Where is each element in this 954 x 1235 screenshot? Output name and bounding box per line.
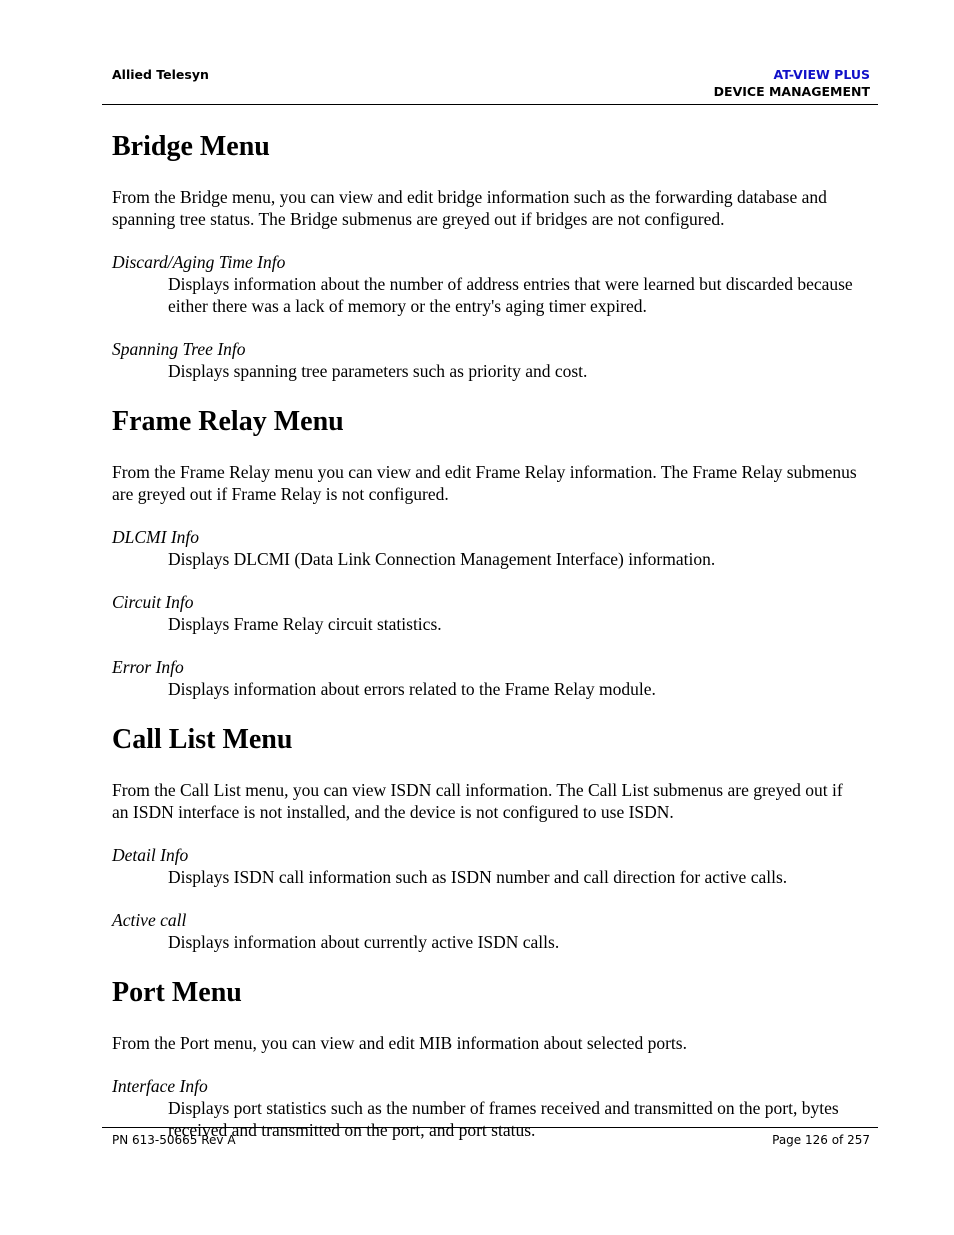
menu-item-title: Interface Info — [112, 1076, 208, 1096]
menu-item-entry — [112, 656, 862, 700]
menu-item-description: Displays spanning tree parameters such as priority and cost. — [168, 361, 588, 381]
menu-item-entry — [112, 909, 862, 953]
page-number: Page 126 of 257 — [772, 1133, 870, 1147]
menu-item-description: Displays ISDN call information such as ISDN number and call direction for active calls. — [168, 867, 788, 887]
menu-item-entry — [112, 251, 862, 317]
menu-item-description: Displays DLCMI (Data Link Connection Management Interface) information. — [168, 549, 716, 569]
menu-item-entry — [112, 591, 862, 635]
menu-item-title: Circuit Info — [112, 592, 194, 612]
menu-item-entry — [112, 338, 862, 382]
section-intro: From the Port menu, you can view and edit MIB information about selected ports. — [112, 1033, 687, 1053]
menu-item-title: Spanning Tree Info — [112, 339, 246, 359]
menu-item-title: Discard/Aging Time Info — [112, 252, 286, 272]
menu-item-description: Displays information about errors related to the Frame Relay module. — [168, 679, 656, 699]
menu-item-title: Detail Info — [112, 845, 189, 865]
page-footer — [102, 1127, 878, 1147]
section-heading: Port Menu — [112, 977, 242, 1008]
section-port-menu — [112, 974, 862, 1141]
company-name: Allied Telesyn — [112, 67, 209, 82]
product-name: AT-VIEW PLUS — [773, 67, 870, 82]
header-section-title: DEVICE MANAGEMENT — [713, 84, 870, 99]
section-call-list-menu — [112, 721, 862, 953]
menu-item-description: Displays information about currently active ISDN calls. — [168, 932, 560, 952]
menu-item-title: DLCMI Info — [112, 527, 200, 547]
menu-item-entry — [112, 844, 862, 888]
menu-item-entry — [112, 1075, 862, 1141]
menu-item-description: Displays Frame Relay circuit statistics. — [168, 614, 442, 634]
section-intro: From the Frame Relay menu you can view and edit Frame Relay information. The Frame Relay submenus are greyed out if Frame Relay is not configured. — [112, 462, 857, 504]
page-header — [102, 64, 878, 105]
section-heading: Bridge Menu — [112, 131, 270, 162]
menu-item-title: Active call — [112, 910, 187, 930]
document-body — [112, 128, 862, 1155]
part-number: PN 613-50665 Rev A — [112, 1133, 236, 1147]
menu-item-entry — [112, 526, 862, 570]
section-intro: From the Call List menu, you can view ISDN call information. The Call List submenus are greyed out if an ISDN interface is not installed, and the device is not configured to use ISDN. — [112, 780, 843, 822]
menu-item-description: Displays port statistics such as the number of frames received and transmitted on the port, bytes received and transmitted on the port, and port status. — [168, 1098, 839, 1140]
menu-item-title: Error Info — [112, 657, 184, 677]
section-intro: From the Bridge menu, you can view and edit bridge information such as the forwarding database and spanning tree status. The Bridge submenus are greyed out if bridges are not configured. — [112, 187, 827, 229]
section-bridge-menu — [112, 128, 862, 382]
section-heading: Frame Relay Menu — [112, 406, 344, 437]
section-heading: Call List Menu — [112, 724, 293, 755]
menu-item-description: Displays information about the number of address entries that were learned but discarded because either there was a lack of memory or the entry's aging timer expired. — [168, 274, 853, 316]
section-frame-relay-menu — [112, 403, 862, 700]
